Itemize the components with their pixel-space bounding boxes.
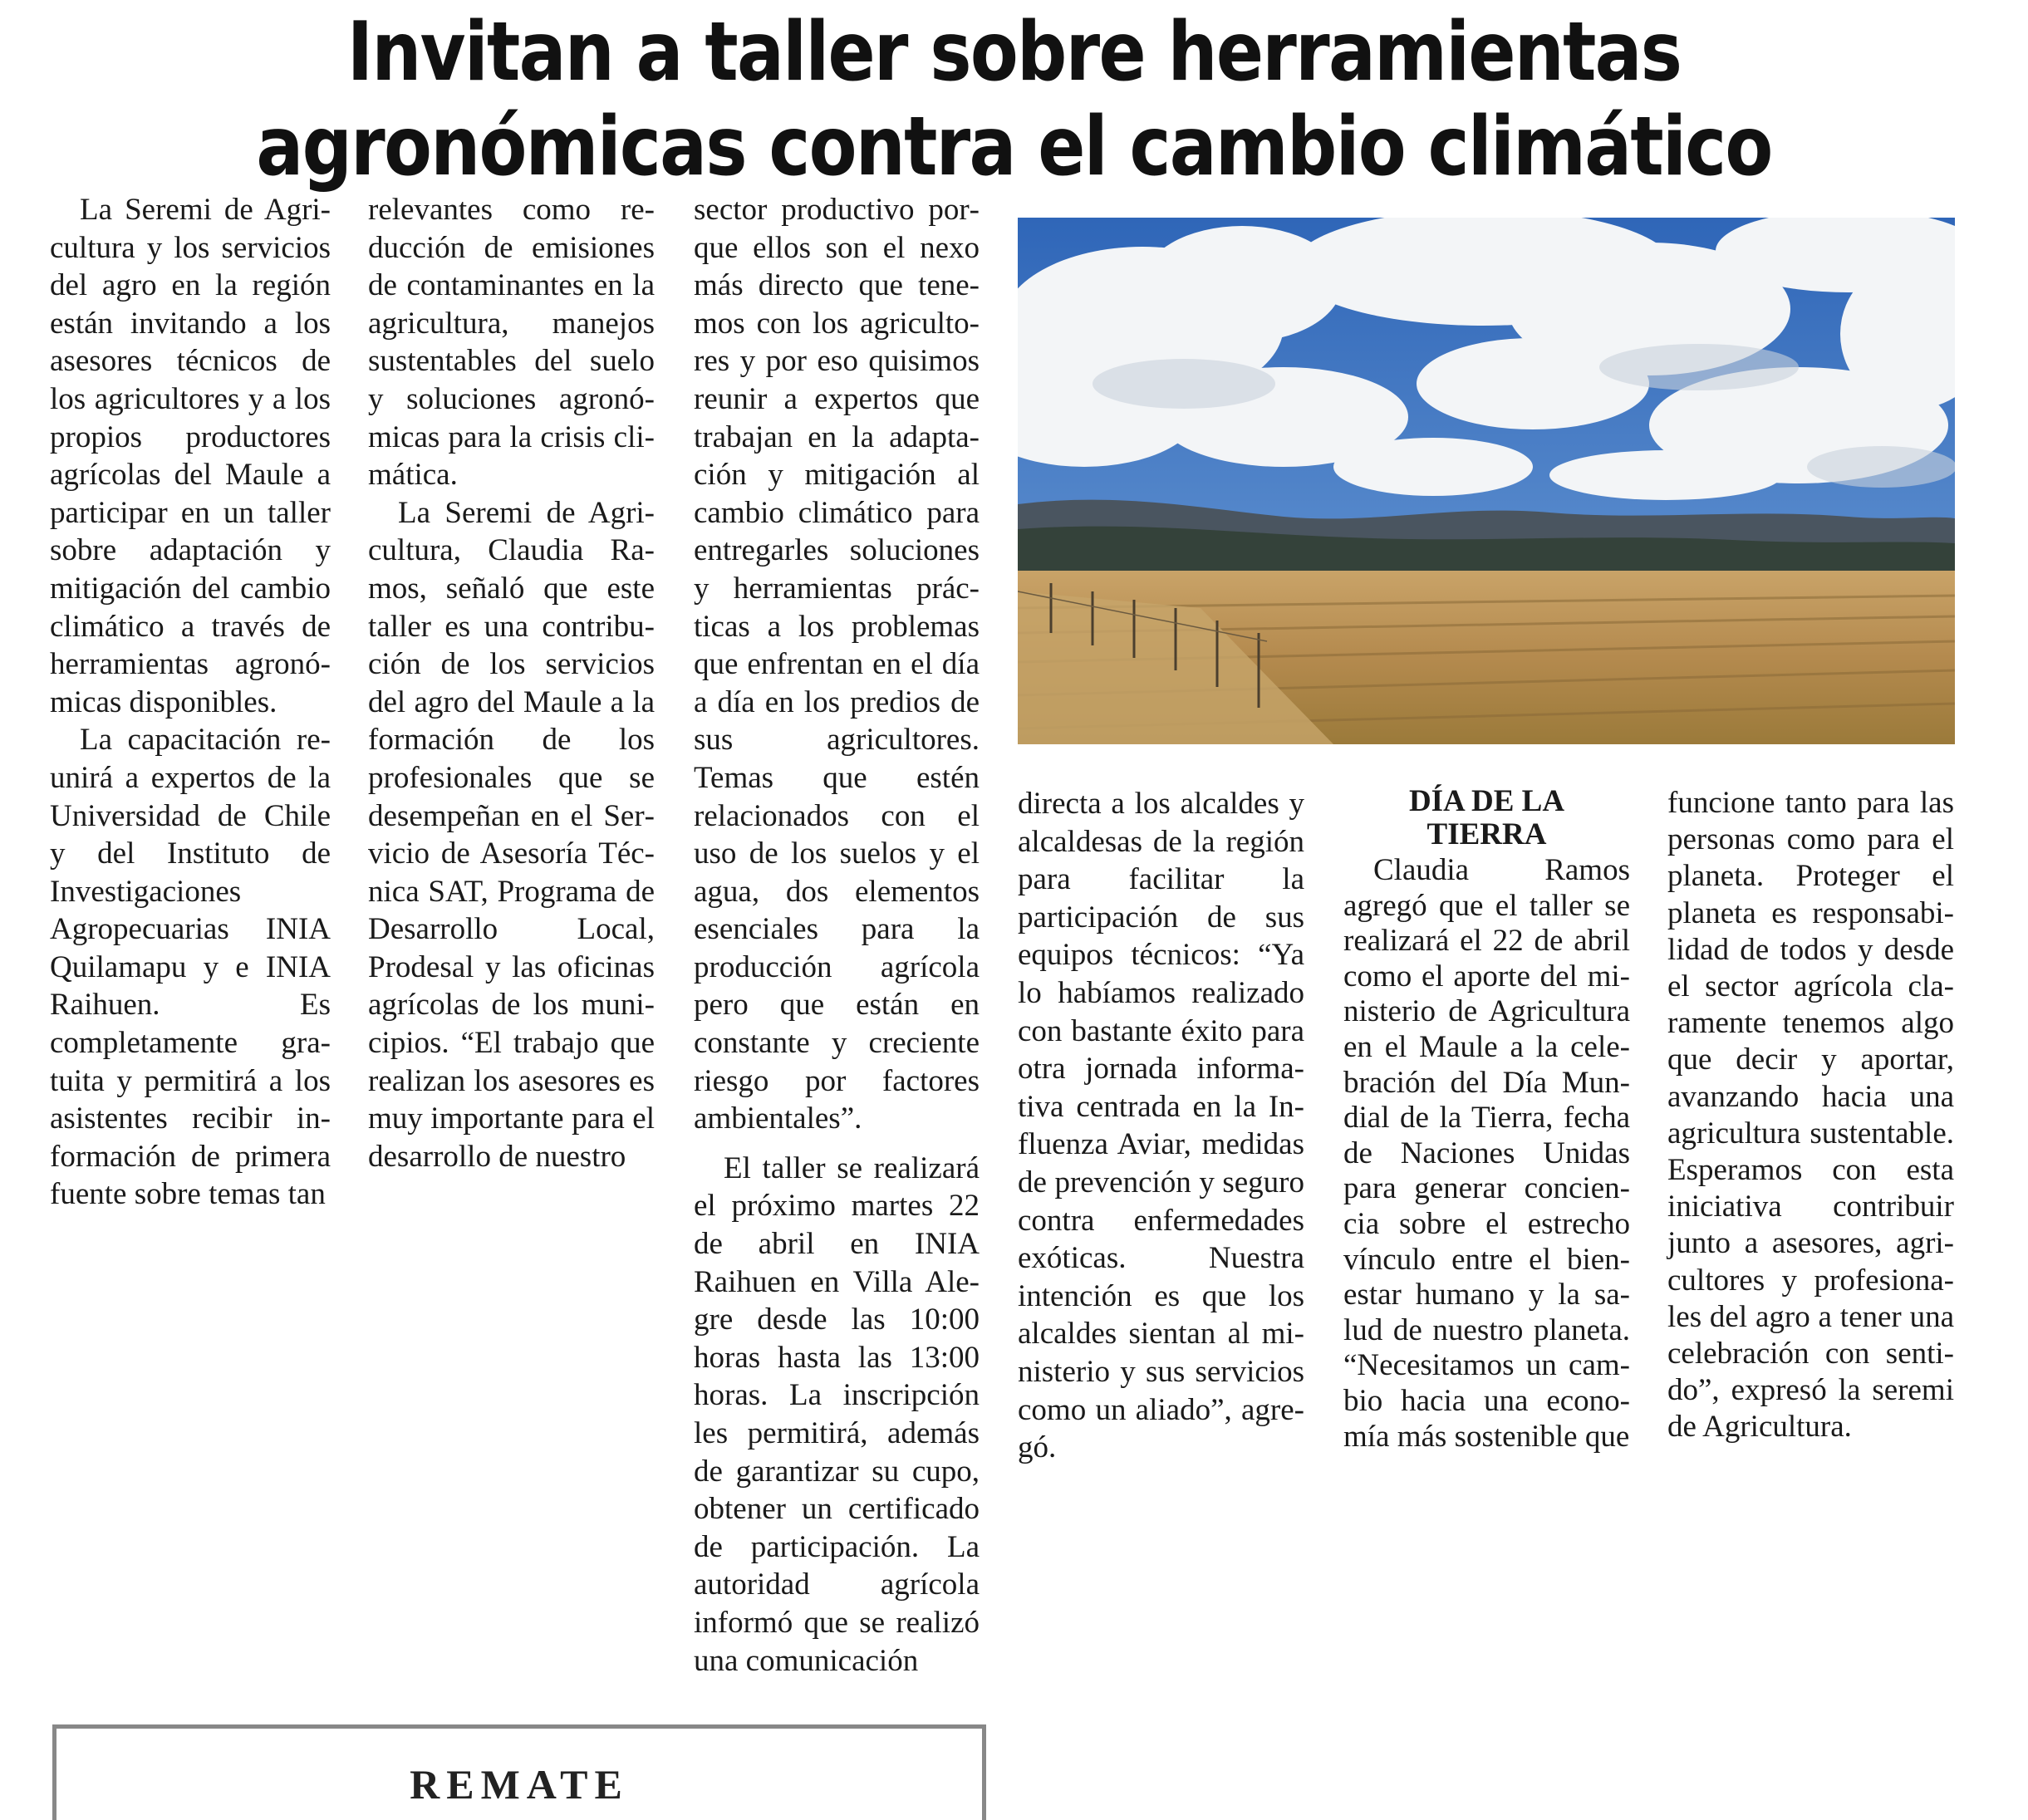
- article-paragraph-continued: directa a los alcaldes y alcaldesas de la región para facilitar la participación de sus equipos técnicos: “Ya lo habíamos realizado con bastante éxito para otra jornada informativa centrada en la Influenza Aviar, medidas de prevención y seguro contra enfermedades exóticas. Nuestra intención es que los alcaldes sientan al ministerio y sus servicios como un aliado”, agregó.: [1018, 787, 1304, 1465]
- landscape-photo: [1018, 218, 1955, 744]
- article-paragraph-continued: sector productivo porque ellos son el nexo más directo que tenemos con los agricultores y por eso quisimos reunir a expertos que trabajan en la adaptación y mitigación al cambio climático para entregarles soluciones y herramientas prácticas a los problemas que enfrentan en el día a día en los predios de sus agricultores. Temas que estén relacionados con el uso de los suelos y el agua, dos elementos esenciales para la producción agrícola pero que están en constante y creciente riesgo por factores ambientales”.: [694, 193, 980, 1136]
- remate-box: [52, 1724, 986, 1820]
- article-column-5: [1343, 785, 1630, 1455]
- article-paragraph-continued: funcione tanto para las personas como para el planeta. Proteger el planeta es responsabilidad de todos y desde el sector agrícola claramente tenemos algo que decir y aportar, avanzando hacia una agricultura sustentable. Esperamos con esta iniciativa contribuir junto a asesores, agricultores y profesionales del agro a tener una celebración con sentido”, expresó la seremi de Agricultura.: [1667, 786, 1954, 1445]
- subheading-line-1: DÍA DE LA: [1408, 784, 1565, 818]
- article-paragraph: La Seremi de Agricultura y los servicios del agro en la región están invitando a los asesores técnicos de los agricultores y a los propios productores agrícolas del Maule a participar en un taller sobre adaptación y mitigación del cambio climático a través de herramientas agronómicas disponibles.: [50, 193, 331, 719]
- article-column-6: [1667, 785, 1954, 1446]
- remate-title: REMATE: [410, 1761, 629, 1808]
- article-column-2: [368, 191, 655, 1175]
- headline-line-2: agronómicas contra el cambio climático: [256, 100, 1772, 194]
- article-paragraph: El taller se realizará el próximo martes 22 de abril en INIA Raihuen en Villa Alegre desde las 10:00 horas hasta las 13:00 horas. La inscripción les permitirá, además de garantizar su cupo, obtener un certificado de participación. La autoridad agrícola informó que se realizó una comunicación: [694, 1150, 980, 1678]
- article-paragraph: Claudia Ramos agregó que el taller se realizará el 22 de abril como el aporte del ministerio de Agricultura en el Maule a la celebración del Día Mundial de la Tierra, fecha de Naciones Unidas para generar conciencia sobre el estrecho vínculo entre el bienestar humano y la salud de nuestro planeta. “Necesitamos un cambio hacia una economía más sostenible que: [1343, 853, 1630, 1454]
- subheading-line-2: TIERRA: [1426, 817, 1547, 851]
- article-column-4: [1018, 785, 1304, 1467]
- headline: [142, 5, 1886, 194]
- article-paragraph: La capacitación reunirá a expertos de la Universidad de Chile y del Instituto de Investigaciones Agropecuarias INIA Quilamapu y e INIA Raihuen. Es completamente gratuita y permitirá a los asistentes recibir información de primera fuente sobre temas tan: [50, 723, 331, 1212]
- article-paragraph: La Seremi de Agricultura, Claudia Ramos, señaló que este taller es una contribución de los servicios del agro del Maule a la formación de los profesionales que se desempeñan en el Servicio de Asesoría Técnica SAT, Programa de Desarrollo Local, Prodesal y las oficinas agrícolas de los municipios. “El trabajo que realizan los asesores es muy importante para el desarrollo de nuestro: [368, 495, 655, 1174]
- article-paragraph-continued: relevantes como reducción de emisiones de contaminantes en la agricultura, manejos sustentables del suelo y soluciones agronómicas para la crisis climática.: [368, 193, 655, 493]
- section-subheading: [1343, 785, 1630, 851]
- landscape-photo-icon: [1018, 218, 1955, 744]
- article-column-1: [50, 191, 331, 1214]
- headline-line-1: Invitan a taller sobre herramientas: [346, 5, 1682, 100]
- article-column-3: [694, 191, 980, 1680]
